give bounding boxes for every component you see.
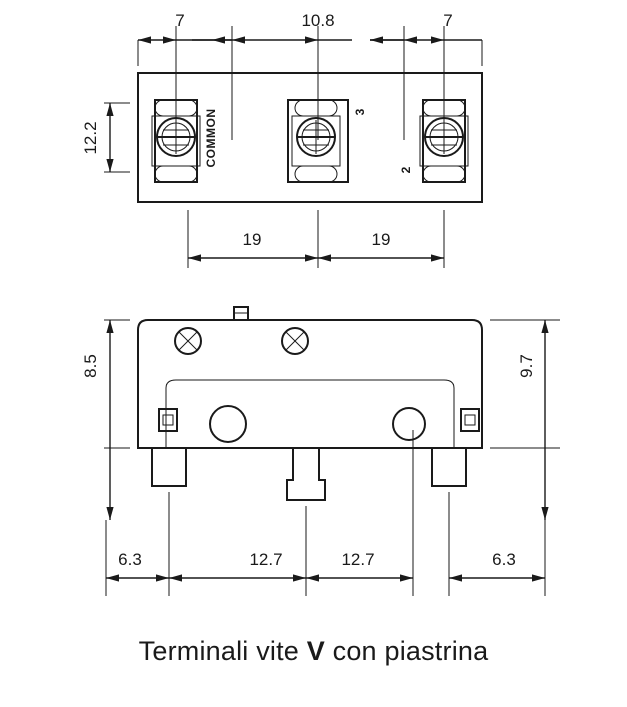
screw-left [175, 328, 201, 354]
left-dim-12-2: 12.2 [81, 121, 100, 155]
caption-suffix: con piastrina [324, 636, 489, 666]
common-terminal-label: COMMON [204, 108, 218, 168]
bottom-dim-12-7-left: 12.7 [249, 550, 283, 569]
top-dim-center-10-8: 10.8 [301, 11, 335, 30]
side-dim-right-9-7: 9.7 [517, 354, 536, 378]
side-view-housing [138, 307, 482, 500]
bottom-dim-12-7-right: 12.7 [341, 550, 375, 569]
top-dim-right-7: 7 [443, 11, 453, 30]
caption-prefix: Terminali vite [138, 636, 307, 666]
bottom-dim-6-3-right: 6.3 [492, 550, 516, 569]
caption-bold-v: V [306, 636, 325, 666]
bottom-dim-left-19: 19 [242, 230, 262, 249]
side-dim-left-8-5: 8.5 [81, 354, 100, 378]
screw-right [282, 328, 308, 354]
bottom-dim-6-3-left: 6.3 [118, 550, 142, 569]
top-dim-left-7: 7 [175, 11, 185, 30]
caption [0, 636, 627, 667]
bottom-dim-right-19: 19 [371, 230, 391, 249]
terminal-3-label: 3 [353, 108, 367, 116]
terminal-2-label: 2 [399, 166, 413, 174]
